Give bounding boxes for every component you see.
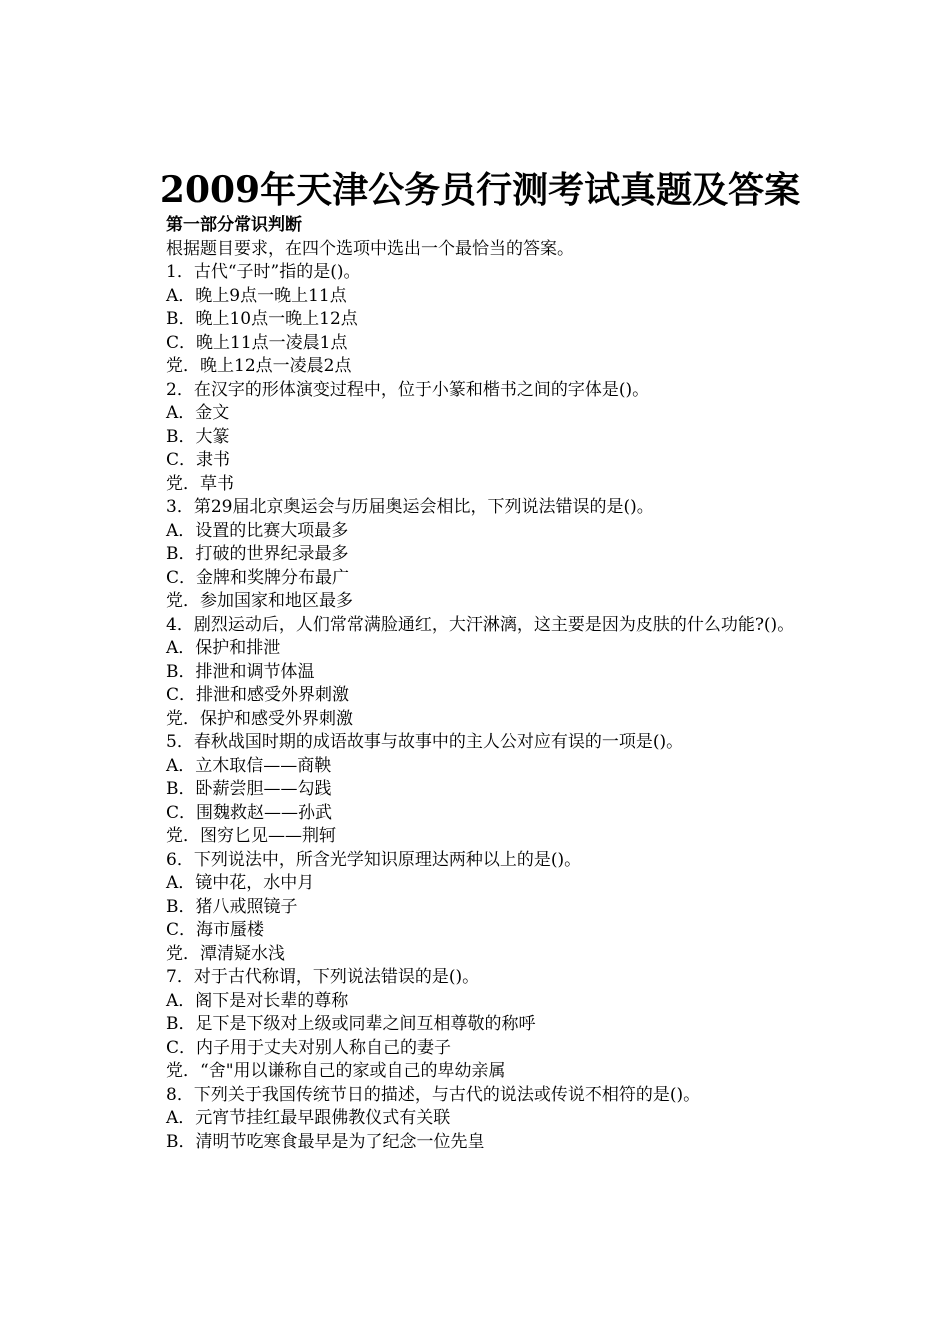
- question-option: A．立木取信——商鞅: [166, 755, 332, 776]
- question-option: A．保护和排泄: [166, 638, 281, 658]
- question-option: C．海市蜃楼: [166, 920, 265, 940]
- question-stem: 6．下列说法中，所含光学知识原理达两种以上的是()。: [166, 849, 582, 870]
- question-option: B．排泄和调节体温: [166, 661, 315, 682]
- question-option: A．元宵节挂红最早跟佛教仪式有关联: [166, 1108, 451, 1128]
- section-heading: 第一部分常识判断: [166, 215, 302, 235]
- document-title: 2009年天津公务员行测考试真题及答案: [159, 169, 801, 211]
- question-option: A．晚上9点一晚上11点: [166, 285, 347, 306]
- question-option: 党．参加国家和地区最多: [166, 591, 353, 611]
- question-option: 党．草书: [166, 473, 234, 494]
- question-option: B．足下是下级对上级或同辈之间互相尊敬的称呼: [166, 1014, 536, 1034]
- question-stem: 7．对于古代称谓，下列说法错误的是()。: [166, 967, 480, 987]
- question-option: A．阁下是对长辈的尊称: [166, 990, 349, 1011]
- question-option: B．晚上10点一晚上12点: [166, 309, 358, 329]
- question-stem: 3．第29届北京奥运会与历届奥运会相比，下列说法错误的是()。: [166, 497, 654, 517]
- question-stem: 2．在汉字的形体演变过程中，位于小篆和楷书之间的字体是()。: [166, 379, 650, 400]
- question-option: A．镜中花，水中月: [166, 873, 315, 893]
- question-option: 党．“舍"用以谦称自己的家或自己的卑幼亲属: [166, 1061, 506, 1081]
- question-option: 党．晚上12点一凌晨2点: [166, 356, 352, 376]
- question-option: B．猪八戒照镜子: [166, 896, 298, 917]
- question-stem: 5．春秋战国时期的成语故事与故事中的主人公对应有误的一项是()。: [166, 732, 684, 752]
- question-option: A．金文: [166, 403, 230, 423]
- question-option: B．清明节吃寒食最早是为了纪念一位先皇: [166, 1131, 485, 1152]
- question-option: C．排泄和感受外界刺激: [166, 685, 350, 705]
- question-option: C．隶书: [166, 450, 231, 470]
- question-option: B．大篆: [166, 426, 230, 447]
- question-stem: 1．古代“子时”指的是()。: [166, 262, 361, 282]
- question-stem: 8．下列关于我国传统节日的描述，与古代的说法或传说不相符的是()。: [166, 1084, 701, 1105]
- question-option: C．晚上11点一凌晨1点: [166, 332, 348, 353]
- question-option: 党．潭清疑水浅: [166, 943, 285, 964]
- question-option: C．围魏救赵——孙武: [166, 802, 333, 823]
- question-option: B．卧薪尝胆——勾践: [166, 779, 332, 799]
- instruction-text: 根据题目要求，在四个选项中选出一个最恰当的答案。: [166, 238, 574, 259]
- question-option: 党．保护和感受外界刺激: [166, 708, 353, 729]
- question-option: C．金牌和奖牌分布最广: [166, 567, 350, 588]
- question-option: A．设置的比赛大项最多: [166, 520, 349, 541]
- question-stem: 4．剧烈运动后，人们常常满脸通红，大汗淋漓，这主要是因为皮肤的什么功能?()。: [166, 614, 795, 635]
- question-option: 党．图穷匕见——荆轲: [166, 826, 336, 846]
- question-option: C．内子用于丈夫对别人称自己的妻子: [166, 1037, 452, 1058]
- document-body: [128, 214, 838, 1154]
- question-option: B．打破的世界纪录最多: [166, 544, 349, 564]
